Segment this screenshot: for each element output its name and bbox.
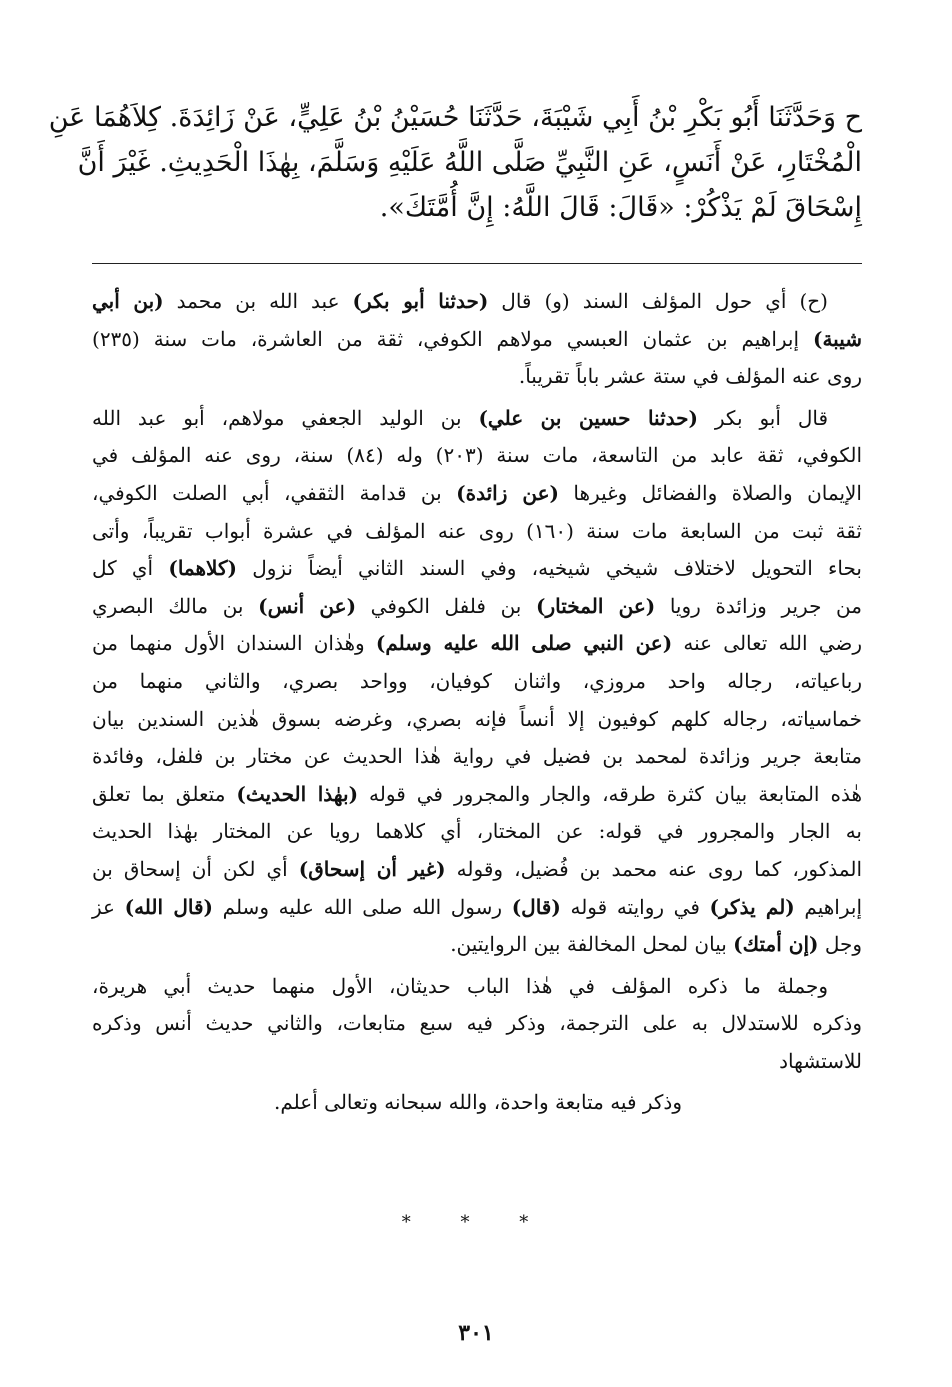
commentary-text: بن الوليد الجعفي مولاهم، أبو عبد الله <box>92 405 479 430</box>
page-number: ٣٠١ <box>458 1320 494 1346</box>
commentary-text: بن قدامة الثقفي، أبي الصلت الكوفي، <box>92 480 457 505</box>
commentary-text: إبراهيم <box>794 894 863 919</box>
commentary-line <box>92 926 862 964</box>
commentary-text: ثقة ثبت من السابعة مات سنة (١٦٠) روى عنه المؤلف في عشرة أبواب تقريباً، وأتى <box>92 518 862 543</box>
quoted-matn-text: (غير أن إسحاق) <box>298 856 446 881</box>
commentary-paragraph <box>92 1084 862 1122</box>
commentary-line <box>92 738 862 776</box>
commentary-text: رسول الله صلى الله عليه وسلم <box>212 894 512 919</box>
commentary-line <box>92 968 862 1006</box>
commentary-line <box>92 851 862 889</box>
quoted-matn-text: (عن أنس) <box>258 593 357 618</box>
commentary-line <box>92 701 862 739</box>
footnote-divider <box>92 263 862 264</box>
commentary-text: عبد الله بن محمد <box>163 289 353 313</box>
commentary-line <box>92 625 862 663</box>
commentary-text: وجل <box>818 932 862 957</box>
quoted-matn-text: (بن أبي <box>92 289 164 313</box>
commentary-line <box>92 321 862 359</box>
commentary-line <box>92 283 862 321</box>
commentary-line <box>92 776 862 814</box>
commentary-text: إبراهيم بن عثمان العبسي مولاهم الكوفي، ثقة من العاشرة، مات سنة (٢٣٥) <box>92 326 813 351</box>
quoted-matn-text: (عن النبي صلى الله عليه وسلم) <box>375 631 673 656</box>
quoted-matn-text: (عن المختار) <box>536 593 656 618</box>
quoted-matn-text: (عن زائدة) <box>456 480 559 505</box>
commentary-line <box>92 1084 862 1122</box>
commentary-text: الكوفي، ثقة عابد من التاسعة، مات سنة (٢٠٣) وله (٨٤) سنة، روى عنه المؤلف في <box>92 443 863 468</box>
commentary-text: المذكور، كما روى عنه محمد بن فُضيل، وقوله <box>445 856 863 881</box>
quoted-matn-text: شيبة) <box>812 326 862 351</box>
commentary <box>92 283 862 1126</box>
commentary-line <box>92 1043 862 1081</box>
commentary-text: (ح) أي حول المؤلف السند (و) قال <box>488 289 828 313</box>
commentary-line <box>92 550 862 588</box>
commentary-text: من جرير وزائدة رويا <box>655 593 862 618</box>
commentary-text: بن مالك البصري <box>92 593 259 618</box>
commentary-paragraph <box>92 400 862 964</box>
commentary-text: بحاء التحويل لاختلاف شيخي شيخيه، وفي السند الثاني أيضاً نزول <box>236 556 862 581</box>
hadith-line: الْمُخْتَارِ، عَنْ أَنَسٍ، عَنِ النَّبِيِّ صَلَّى اللَّهُ عَلَيْهِ وَسَلَّمَ، بِهٰذَا الْحَدِيثِ. غَيْرَ أَنَّ <box>77 147 862 178</box>
commentary-text: للاستشهاد <box>779 1048 862 1073</box>
commentary-text: وذكره للاستدلال به على الترجمة، وذكر فيه سبع متابعات، والثاني حديث أنس وذكره <box>92 1011 862 1036</box>
section-end-stars: * * * <box>401 1212 551 1233</box>
commentary-line <box>92 400 862 438</box>
quoted-matn-text: (إن أمتك) <box>733 932 819 957</box>
hadith-text <box>48 95 862 230</box>
commentary-line <box>92 475 862 513</box>
quoted-matn-text: (حدثنا أبو بكر) <box>352 289 489 313</box>
commentary-line <box>92 1005 862 1043</box>
commentary-text: بن فلفل الكوفي <box>356 593 536 618</box>
hadith-line: ح وَحَدَّثَنَا أَبُو بَكْرِ بْنُ أَبِي شَيْبَةَ، حَدَّثَنَا حُسَيْنُ بْنُ عَلِيٍّ، عَنْ زَائِدَةَ. كِلاَهُمَا عَنِ <box>48 102 862 133</box>
commentary-line <box>92 663 862 701</box>
commentary-text: هٰذه المتابعة بيان كثرة طرقه، والجار والمجرور في قوله <box>358 781 862 806</box>
commentary-text: أي لكن أن إسحاق بن <box>92 856 299 881</box>
commentary-text: خماسياته، رجاله كلهم كوفيون إلا أنساً فإنه بصري، وغرضه بسوق هٰذين السندين بيان <box>92 706 862 731</box>
commentary-paragraph <box>92 283 862 396</box>
hadith-line: إِسْحَاقَ لَمْ يَذْكُرْ: «قَالَ: قَالَ اللَّهُ: إِنَّ أُمَّتَكَ». <box>379 192 862 223</box>
commentary-text: وذكر فيه متابعة واحدة، والله سبحانه وتعالى أعلم. <box>274 1090 682 1115</box>
commentary-text: وهٰذان السندان الأول منهما من <box>92 631 376 656</box>
commentary-paragraph <box>92 968 862 1081</box>
commentary-text: الإيمان والصلاة والفضائل وغيرها <box>559 480 862 505</box>
commentary-text: متعلق بما تعلق <box>92 781 237 806</box>
commentary-line <box>92 813 862 851</box>
commentary-text: بيان لمحل المخالفة بين الروايتين. <box>450 932 734 957</box>
quoted-matn-text: (قال) <box>511 894 561 919</box>
commentary-text: وجملة ما ذكره المؤلف في هٰذا الباب حديثان، الأول منهما حديث أبي هريرة، <box>92 973 828 998</box>
commentary-line <box>92 889 862 927</box>
commentary-text: عز <box>92 894 125 919</box>
quoted-matn-text: (بهٰذا الحديث) <box>236 781 359 806</box>
commentary-text: قال أبو بكر <box>697 405 829 430</box>
quoted-matn-text: (لم يذكر) <box>709 894 795 919</box>
commentary-text: به الجار والمجرور في قوله: عن المختار، أي كلاهما رويا عن المختار بهٰذا الحديث <box>92 819 862 844</box>
commentary-line <box>92 588 862 626</box>
commentary-line <box>92 437 862 475</box>
commentary-text: روى عنه المؤلف في ستة عشر باباً تقريباً. <box>518 364 862 389</box>
quoted-matn-text: (كلاهما) <box>168 556 237 581</box>
commentary-text: أي كل <box>92 556 169 581</box>
quoted-matn-text: (قال الله) <box>124 894 213 919</box>
commentary-text: متابعة جرير وزائدة لمحمد بن فضيل في رواية هٰذا الحديث عن مختار بن فلفل، وفائدة <box>92 744 862 769</box>
commentary-text: في روايته قوله <box>560 894 710 919</box>
commentary-text: رضي الله تعالى عنه <box>672 631 863 656</box>
commentary-line <box>92 358 862 396</box>
commentary-text: رباعياته، رجاله واحد مروزي، واثنان كوفيان، وواحد بصري، والثاني منهما من <box>92 668 862 693</box>
quoted-matn-text: (حدثنا حسين بن علي) <box>478 405 698 430</box>
commentary-line <box>92 513 862 551</box>
